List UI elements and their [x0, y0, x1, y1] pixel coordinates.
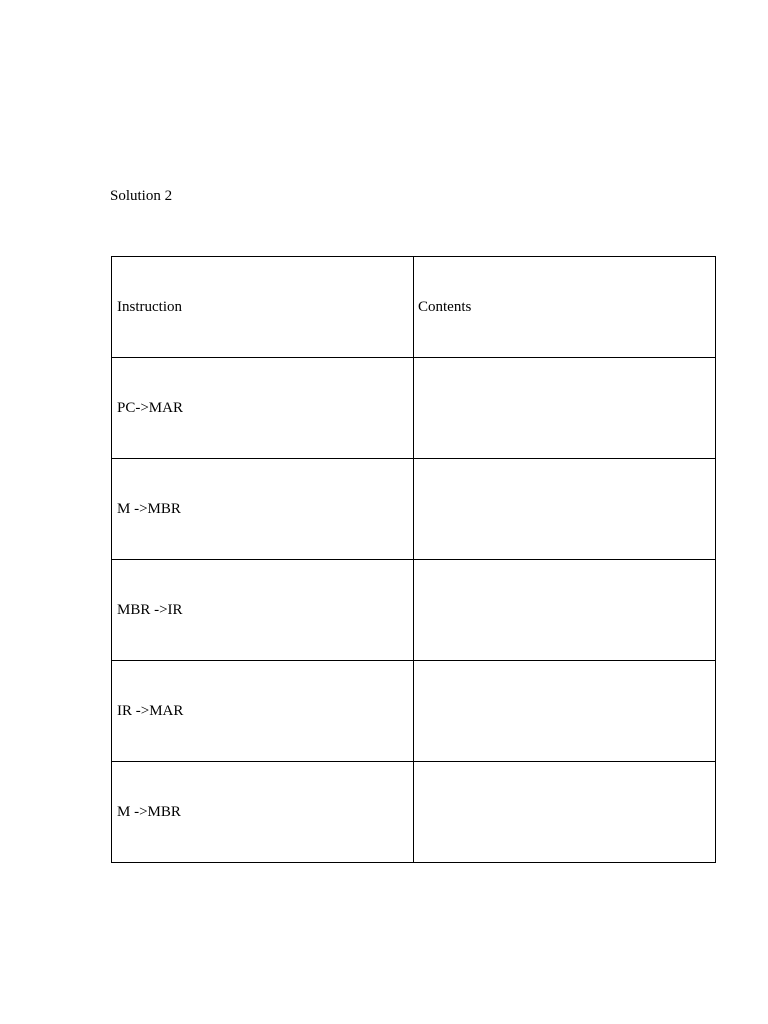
page-heading: Solution 2	[110, 188, 173, 204]
instruction-cell: M ->MBR	[112, 762, 414, 863]
table-row	[112, 762, 716, 863]
contents-cell	[414, 459, 716, 560]
contents-cell	[414, 358, 716, 459]
table-row	[112, 661, 716, 762]
header-instruction: Instruction	[112, 257, 414, 358]
table-row	[112, 459, 716, 560]
table-row	[112, 358, 716, 459]
instruction-cell: MBR ->IR	[112, 560, 414, 661]
table-header-row	[112, 257, 716, 358]
contents-cell	[414, 762, 716, 863]
instruction-table	[111, 256, 716, 863]
instruction-cell: PC->MAR	[112, 358, 414, 459]
header-contents: Contents	[414, 257, 716, 358]
instruction-cell: M ->MBR	[112, 459, 414, 560]
table-row	[112, 560, 716, 661]
contents-cell	[414, 661, 716, 762]
contents-cell	[414, 560, 716, 661]
instruction-cell: IR ->MAR	[112, 661, 414, 762]
